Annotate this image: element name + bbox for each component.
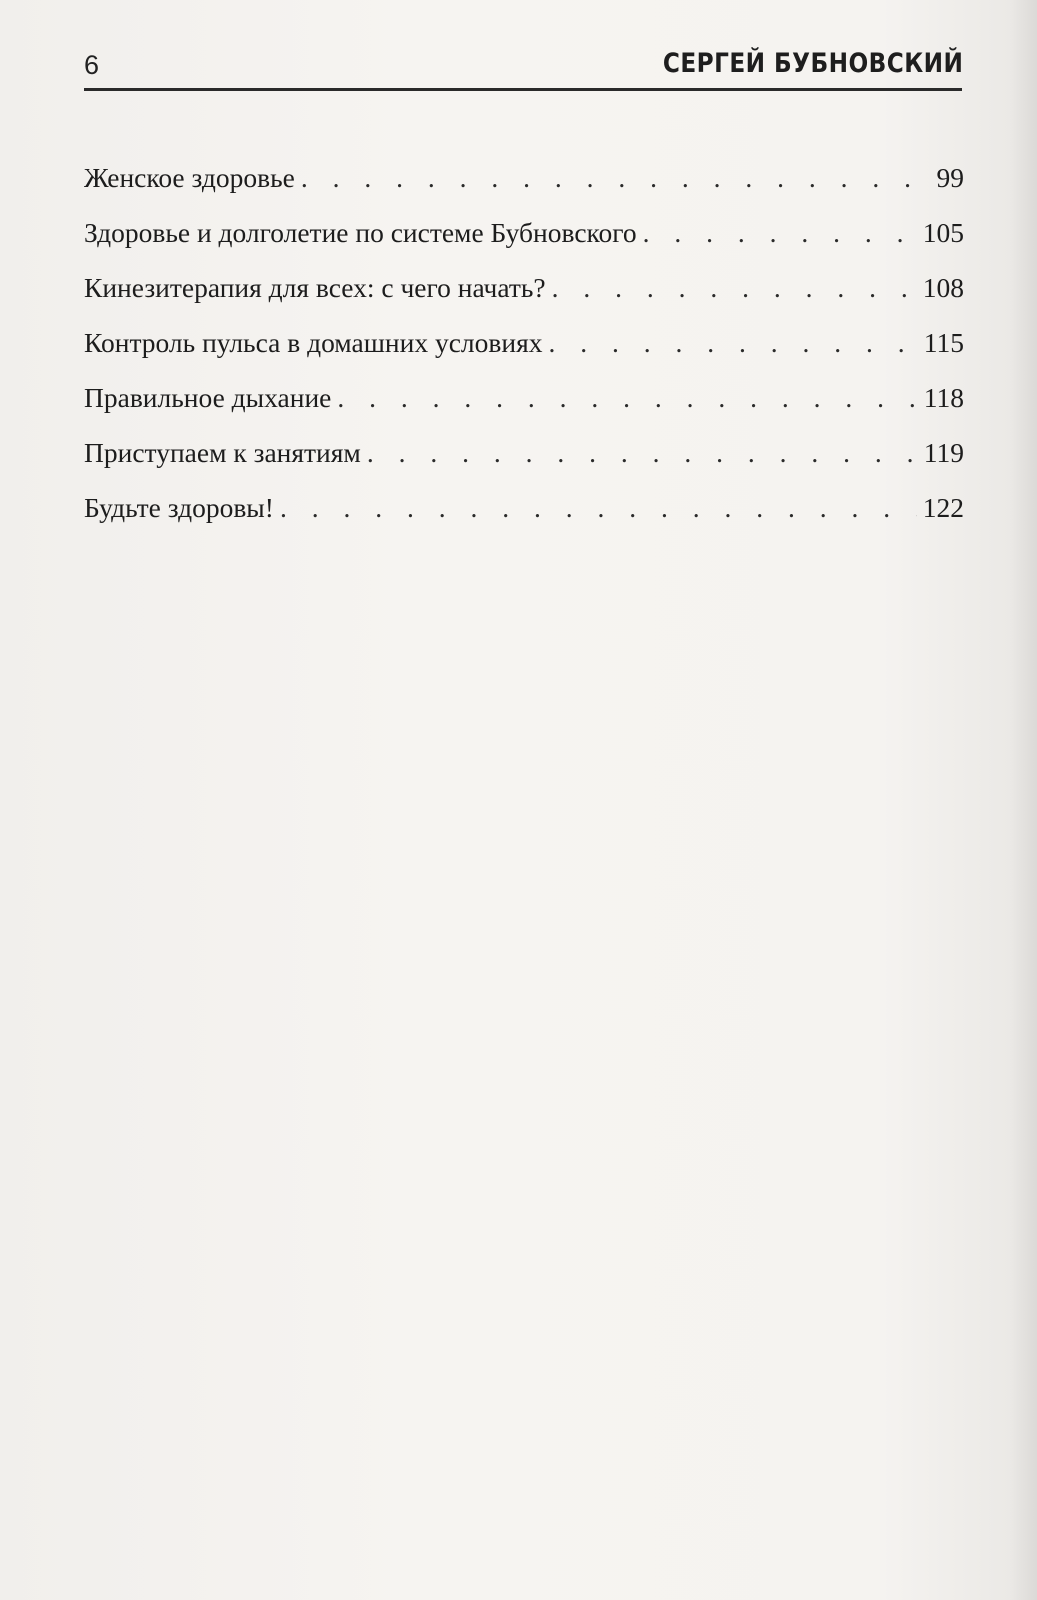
running-head-author: СЕРГЕЙ БУБНОВСКИЙ	[662, 48, 963, 79]
toc-entry	[84, 315, 964, 370]
toc-entry	[84, 480, 964, 535]
toc-entry	[84, 150, 964, 205]
toc-dot-leader	[552, 260, 917, 315]
toc-dot-leader	[643, 205, 917, 260]
toc-entry-page: 122	[922, 492, 964, 523]
toc-entry-title: Будьте здоровы!	[84, 492, 274, 523]
toc-entry-title: Женское здоровье	[84, 162, 295, 193]
toc-entry	[84, 425, 964, 480]
table-of-contents	[84, 150, 964, 535]
page-edge-shadow	[1009, 0, 1037, 1600]
page-number: 6	[84, 50, 100, 80]
toc-dot-leader	[548, 315, 917, 370]
toc-entry	[84, 205, 964, 260]
toc-dot-leader	[367, 425, 918, 480]
toc-entry-title: Правильное дыхание	[84, 382, 332, 413]
toc-entry-title: Кинезитерапия для всех: с чего начать?	[84, 272, 546, 303]
toc-entry	[84, 260, 964, 315]
toc-entry-page: 115	[923, 327, 964, 358]
toc-entry-title: Контроль пульса в домашних условиях	[84, 327, 543, 358]
toc-entry-title: Здоровье и долголетие по системе Бубновского	[84, 217, 637, 248]
toc-entry-page: 108	[922, 272, 964, 303]
toc-dot-leader	[301, 150, 931, 205]
toc-entry-title: Приступаем к занятиям	[84, 437, 361, 468]
toc-entry-page: 105	[922, 217, 964, 248]
toc-entry-page: 119	[923, 437, 964, 468]
toc-entry-page: 99	[936, 162, 964, 193]
toc-entry-page: 118	[923, 382, 964, 413]
header-rule-divider	[84, 88, 962, 91]
toc-dot-leader	[280, 480, 917, 535]
toc-entry	[84, 370, 964, 425]
toc-dot-leader	[337, 370, 917, 425]
